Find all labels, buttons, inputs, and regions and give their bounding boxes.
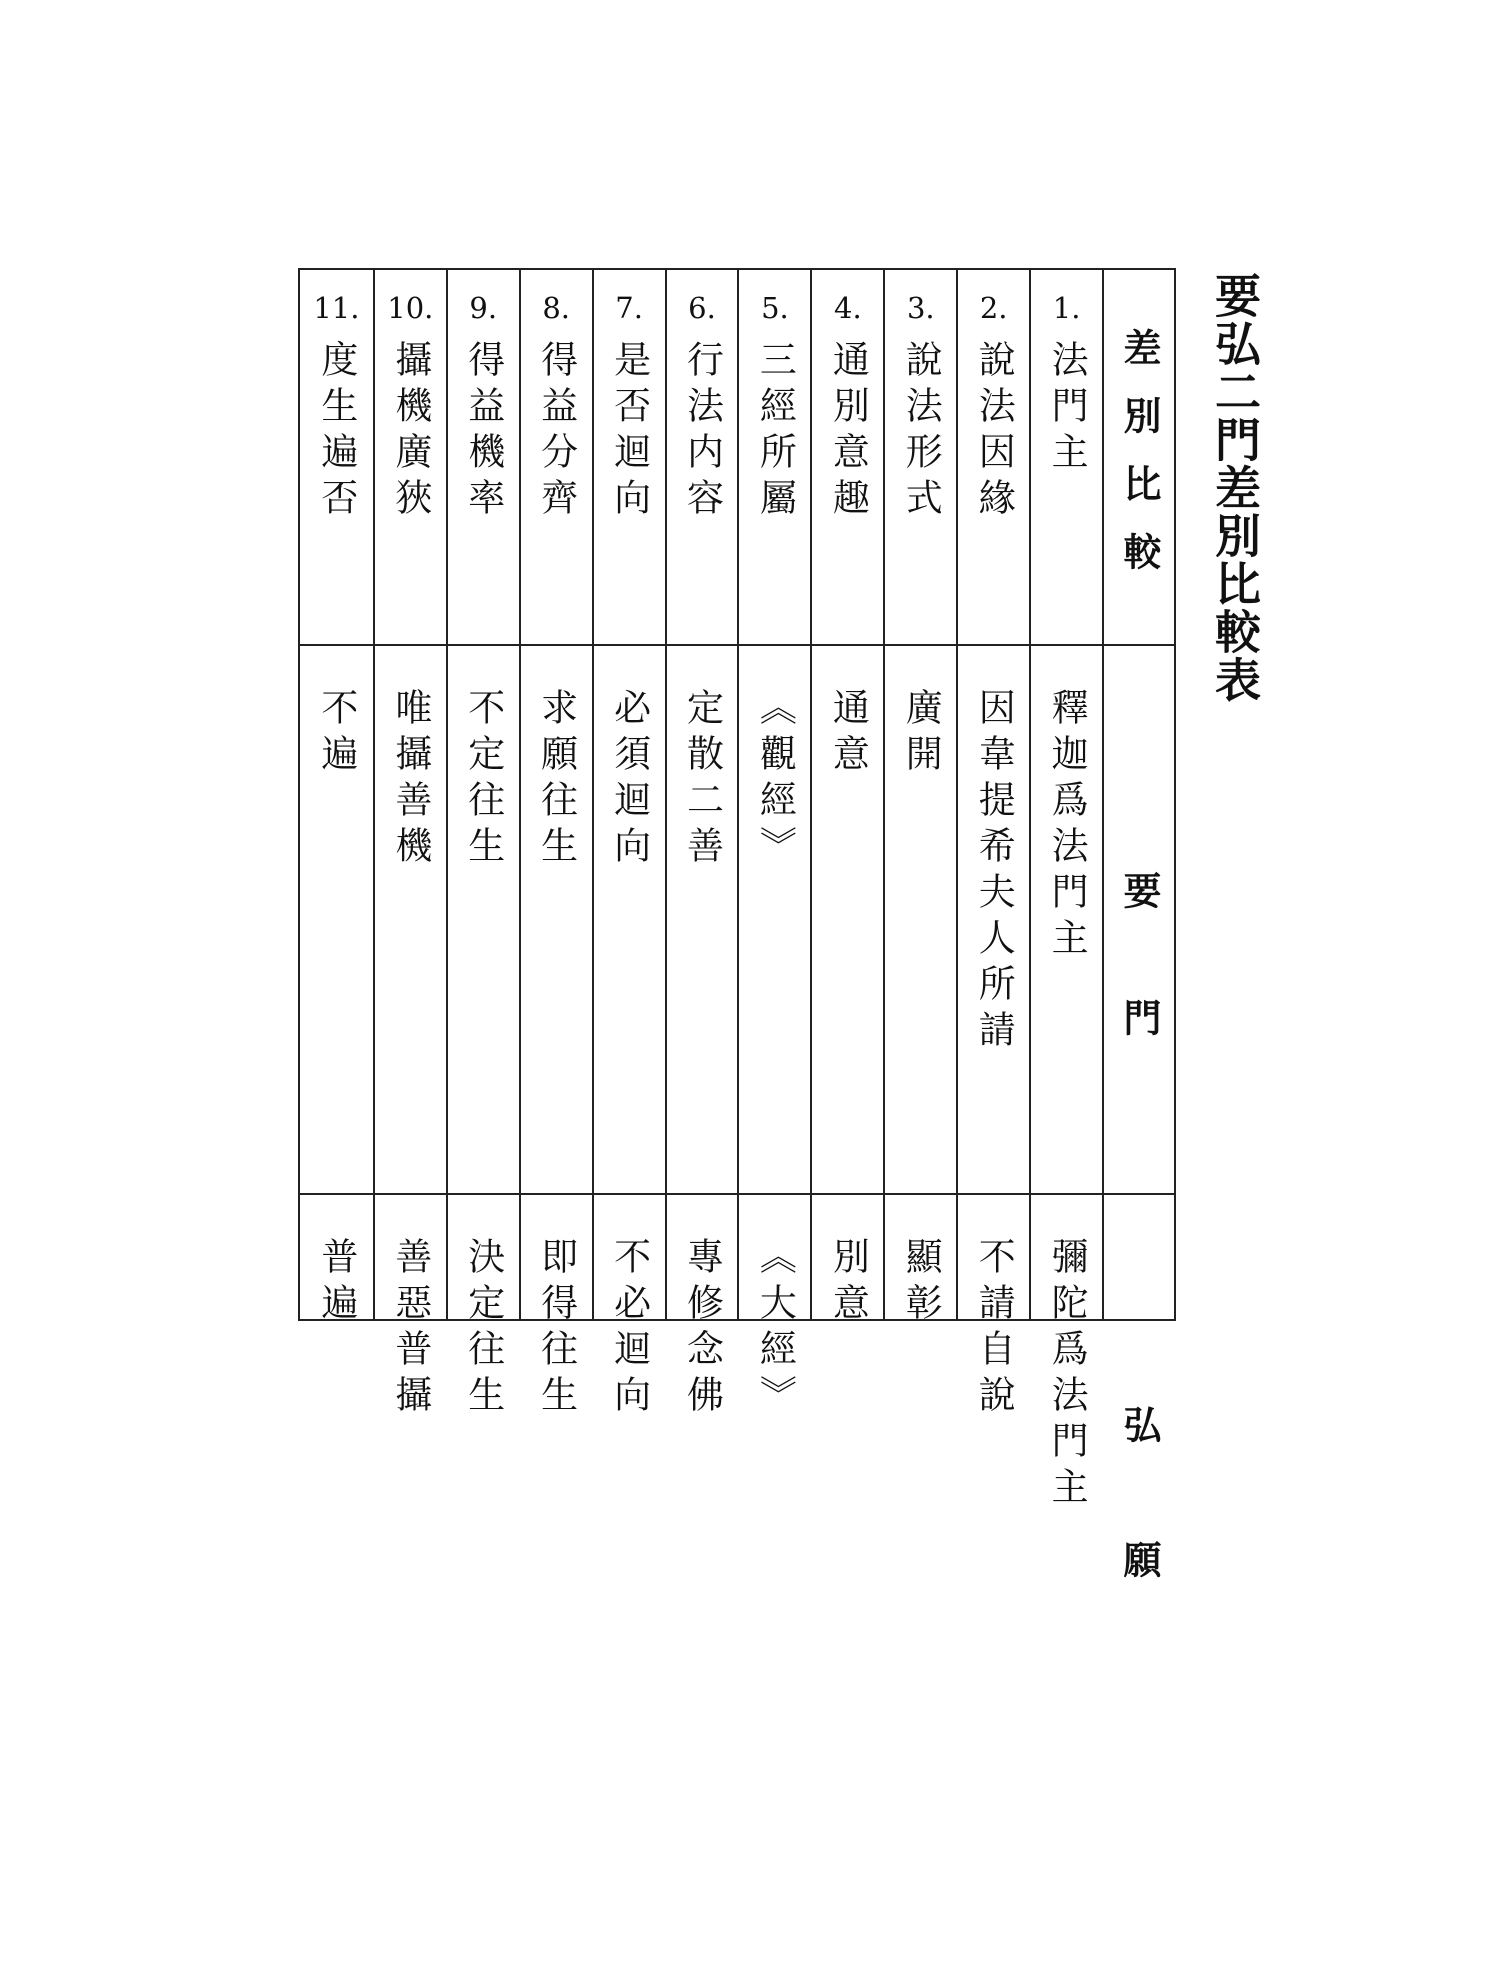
table-row: [592, 270, 665, 1421]
yaomen-cell: [375, 646, 446, 1195]
criterion-cell: [1031, 270, 1102, 646]
criterion-cell: [594, 270, 665, 646]
hongyuan-cell: [594, 1195, 665, 1421]
yaomen-text: 定散二善: [680, 688, 724, 872]
criterion-cell: [885, 270, 956, 646]
row-number: 4.: [834, 291, 862, 325]
hongyuan-cell: [521, 1195, 592, 1421]
yaomen-cell: [521, 646, 592, 1195]
criterion-text: 得益分齊: [534, 340, 578, 524]
hongyuan-text: 專修念佛: [680, 1237, 724, 1421]
row-number: 2.: [979, 291, 1008, 325]
hongyuan-cell: [885, 1195, 956, 1329]
hongyuan-text: 不請自說: [972, 1237, 1016, 1421]
criterion-cell: [812, 270, 883, 646]
table-row: [665, 270, 738, 1421]
row-number: 7.: [615, 291, 643, 325]
hongyuan-text: 彌陀爲法門主: [1045, 1237, 1089, 1513]
yaomen-text: 不遍: [314, 688, 358, 780]
row-number: 11.: [313, 291, 360, 325]
hongyuan-text: 善惡普攝: [388, 1237, 432, 1421]
criterion-text: 得益機率: [461, 340, 505, 524]
yaomen-text: 釋迦爲法門主: [1045, 688, 1089, 964]
criterion-text: 行法内容: [680, 340, 724, 524]
yaomen-text: 不定往生: [461, 688, 505, 872]
yaomen-cell: [667, 646, 738, 1195]
yaomen-cell: [958, 646, 1029, 1195]
table-row: [519, 270, 592, 1421]
hongyuan-cell: [375, 1195, 446, 1421]
table-row: [1029, 270, 1102, 1513]
hongyuan-text: 顯彰: [899, 1237, 943, 1329]
header-yaomen-label: 要 門: [1117, 871, 1162, 1075]
row-number: 9.: [469, 291, 498, 325]
hongyuan-text: 普遍: [314, 1237, 358, 1329]
hongyuan-cell: [300, 1195, 373, 1329]
yaomen-text: 求願往生: [534, 688, 578, 872]
yaomen-cell: [594, 646, 665, 1195]
yaomen-text: 《觀經》: [753, 688, 797, 872]
row-number: 3.: [906, 291, 935, 325]
criterion-text: 法門主: [1045, 340, 1089, 478]
table-row: [883, 270, 956, 1329]
table-row: [300, 270, 373, 1329]
hongyuan-cell: [667, 1195, 738, 1421]
header-cell-hongyuan: [1104, 1195, 1174, 1621]
yaomen-cell: [739, 646, 810, 1195]
row-number: 8.: [542, 291, 570, 325]
yaomen-cell: [812, 646, 883, 1195]
table-row: [956, 270, 1029, 1421]
criterion-cell: [300, 270, 373, 646]
criterion-cell: [521, 270, 592, 646]
hongyuan-text: 決定往生: [461, 1237, 505, 1421]
table-header-column: [1102, 270, 1174, 1621]
hongyuan-text: 《大經》: [753, 1237, 797, 1421]
hongyuan-text: 不必迴向: [607, 1237, 651, 1421]
row-number: 5.: [761, 291, 789, 325]
yaomen-cell: [885, 646, 956, 1195]
comparison-table: [298, 268, 1176, 1621]
row-number: 10.: [387, 291, 434, 325]
table-row: [810, 270, 883, 1329]
yaomen-text: 唯攝善機: [388, 688, 432, 872]
hongyuan-cell: [739, 1195, 810, 1421]
header-criteria-label: 差別比較: [1117, 328, 1162, 600]
criterion-text: 說法形式: [899, 340, 943, 524]
criterion-text: 攝機廣狹: [388, 340, 432, 524]
hongyuan-cell: [958, 1195, 1029, 1421]
criterion-cell: [739, 270, 810, 646]
hongyuan-text: 即得往生: [534, 1237, 578, 1421]
criterion-text: 說法因緣: [972, 340, 1016, 524]
criterion-text: 是否迴向: [607, 340, 651, 524]
page-title: 要弘二門差別比較表: [1208, 272, 1262, 704]
hongyuan-cell: [1031, 1195, 1102, 1513]
yaomen-text: 通意: [826, 688, 870, 780]
criterion-cell: [667, 270, 738, 646]
header-hongyuan-label: 弘 願: [1117, 1405, 1162, 1621]
yaomen-cell: [1031, 646, 1102, 1195]
yaomen-text: 必須迴向: [607, 688, 651, 872]
yaomen-cell: [300, 646, 373, 1195]
hongyuan-cell: [812, 1195, 883, 1329]
row-number: 6.: [688, 291, 716, 325]
table-row: [373, 270, 446, 1421]
yaomen-text: 因韋提希夫人所請: [972, 688, 1016, 1056]
criterion-text: 通別意趣: [826, 340, 870, 524]
table-row: [446, 270, 519, 1421]
row-number: 1.: [1052, 291, 1081, 325]
hongyuan-text: 別意: [826, 1237, 870, 1329]
header-cell-yaomen: [1104, 646, 1174, 1195]
criterion-text: 三經所屬: [753, 340, 797, 524]
table-row: [737, 270, 810, 1421]
hongyuan-cell: [448, 1195, 519, 1421]
criterion-text: 度生遍否: [314, 340, 358, 524]
criterion-cell: [375, 270, 446, 646]
criterion-cell: [448, 270, 519, 646]
criterion-cell: [958, 270, 1029, 646]
header-cell-criteria: [1104, 270, 1174, 646]
yaomen-text: 廣開: [899, 688, 943, 780]
yaomen-cell: [448, 646, 519, 1195]
